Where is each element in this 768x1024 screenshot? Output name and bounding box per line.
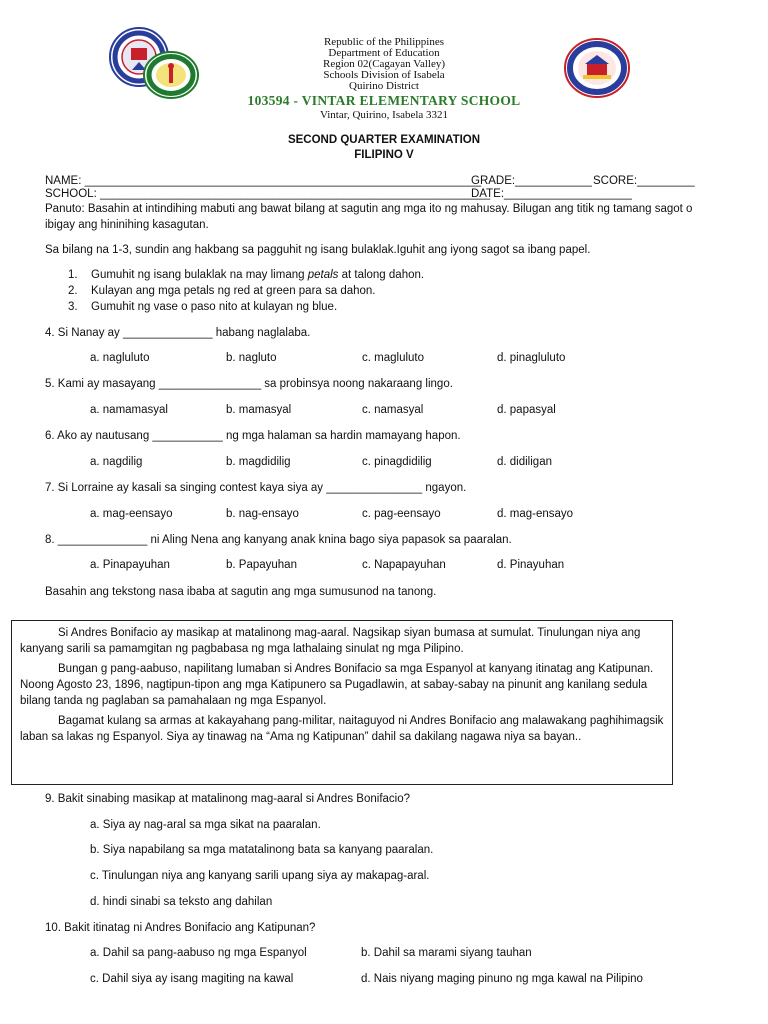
choice-4c[interactable]: c. magluluto xyxy=(362,352,425,364)
question-9: 9. Bakit sinabing masikap at matalinong mag-aaral si Andres Bonifacio? xyxy=(45,793,411,805)
choice-6c[interactable]: c. pinagdidilig xyxy=(362,456,432,468)
question-5: 5. Kami ay masayang ________________ sa probinsya noong nakaraang lingo. xyxy=(45,378,453,390)
exam-title: SECOND QUARTER EXAMINATION xyxy=(287,134,481,146)
header-line: Schools Division of Isabela xyxy=(323,69,445,81)
choice-9a[interactable]: a. Siya ay nag-aral sa mga sikat na paaralan. xyxy=(90,819,321,831)
date-field[interactable]: DATE:____________________ xyxy=(471,188,632,200)
question-4: 4. Si Nanay ay ______________ habang naglalaba. xyxy=(45,327,311,339)
drawing-step xyxy=(68,285,376,297)
step-text: Kulayan ang mga petals ng red at green para sa dahon. xyxy=(91,285,376,297)
exam-subject: FILIPINO V xyxy=(354,149,414,161)
choice-7a[interactable]: a. mag-eensayo xyxy=(90,508,173,520)
choice-4d[interactable]: d. pinagluluto xyxy=(497,352,566,364)
header-line: Region 02(Cagayan Valley) xyxy=(323,58,445,70)
reading-passage xyxy=(11,620,673,785)
question-6: 6. Ako ay nautusang ___________ ng mga halaman sa hardin mamayang hapon. xyxy=(45,430,461,442)
letterhead xyxy=(0,37,768,121)
question-10: 10. Bakit itinatag ni Andres Bonifacio ang Katipunan? xyxy=(45,922,316,934)
choice-6d[interactable]: d. didiligan xyxy=(497,456,552,468)
choice-10d[interactable]: d. Nais niyang maging pinuno ng mga kawal na Pilipino xyxy=(361,973,643,985)
choice-5a[interactable]: a. namamasyal xyxy=(90,404,168,416)
step-text-italic: petals xyxy=(307,269,339,281)
choice-8b[interactable]: b. Papayuhan xyxy=(226,559,297,571)
step-text: Gumuhit ng isang bulaklak na may limang xyxy=(91,269,308,281)
step-number: 1. xyxy=(68,269,78,281)
step-number: 3. xyxy=(68,301,78,313)
reading-instruction: Basahin ang tekstong nasa ibaba at sagutin ang mga sumusunod na tanong. xyxy=(45,586,437,598)
school-name: 103594 - VINTAR ELEMENTARY SCHOOL xyxy=(247,93,521,108)
name-field[interactable]: NAME: ______________________________________________________________ xyxy=(45,175,482,187)
choice-4b[interactable]: b. nagluto xyxy=(226,352,277,364)
header-line: Republic of the Philippines xyxy=(323,36,445,48)
passage-paragraph: Si Andres Bonifacio ay masikap at matalinong mag-aaral. Nagsikap siyan bumasa at sumulat. Tinulungan niya ang kanyang sarili sa pamamgitan ng pagbabasa ng mga lathalaing sinulat ng mga Pilipino. xyxy=(20,627,641,655)
choice-10b[interactable]: b. Dahil sa marami siyang tauhan xyxy=(361,947,532,959)
choice-8d[interactable]: d. Pinayuhan xyxy=(497,559,565,571)
choice-9c[interactable]: c. Tinulungan niya ang kanyang sarili upang siya ay makapag-aral. xyxy=(90,870,430,882)
instructions: Panuto: Basahin at intindihing mabuti ang bawat bilang at sagutin ang mga ito ng mahusay. Bilugan ang titik ng tamang sagot o ibigay ang hininihing kasagutan. xyxy=(45,203,693,231)
choice-9b[interactable]: b. Siya napabilang sa mga matatalinong bata sa kanyang paaralan. xyxy=(90,844,434,856)
choice-5c[interactable]: c. namasyal xyxy=(362,404,424,416)
choice-10c[interactable]: c. Dahil siya ay isang magiting na kawal xyxy=(90,973,294,985)
score-field[interactable]: SCORE:_________ xyxy=(593,175,695,187)
choice-7b[interactable]: b. nag-ensayo xyxy=(226,508,299,520)
drawing-step xyxy=(68,269,424,281)
passage-paragraph: Bungan g pang-aabuso, napilitang lumaban si Andres Bonifacio sa mga Espanyol at kanyang itinatag ang Katipunan. Noong Agosto 23, 1896, nagtipun-tipon ang mga Katipunero sa Pugadlawin, at sabay-sabay na pinunit ang kanilang sedula bilang tanda ng paglaban sa pamahalaan ng mga Espanyol. xyxy=(20,663,654,707)
choice-5b[interactable]: b. mamasyal xyxy=(226,404,292,416)
step-text: Gumuhit ng vase o paso nito at kulayan ng blue. xyxy=(91,301,338,313)
drawing-step xyxy=(68,301,337,313)
question-7: 7. Si Lorraine ay kasali sa singing contest kaya siya ay _______________ ngayon. xyxy=(45,482,467,494)
drawing-intro: Sa bilang na 1-3, sundin ang hakbang sa pagguhit ng isang bulaklak.Iguhit ang iyong sagot sa ibang papel. xyxy=(45,244,591,256)
grade-field[interactable]: GRADE:____________ xyxy=(471,175,592,187)
header-line: Department of Education xyxy=(328,47,440,59)
choice-8c[interactable]: c. Napapayuhan xyxy=(362,559,446,571)
choice-4a[interactable]: a. nagluluto xyxy=(90,352,150,364)
choice-10a[interactable]: a. Dahil sa pang-aabuso ng mga Espanyol xyxy=(90,947,307,959)
school-address: Vintar, Quirino, Isabela 3321 xyxy=(319,109,449,121)
choice-6b[interactable]: b. magdidilig xyxy=(226,456,291,468)
choice-5d[interactable]: d. papasyal xyxy=(497,404,556,416)
step-number: 2. xyxy=(68,285,78,297)
choice-8a[interactable]: a. Pinapayuhan xyxy=(90,559,170,571)
choice-7d[interactable]: d. mag-ensayo xyxy=(497,508,574,520)
choice-7c[interactable]: c. pag-eensayo xyxy=(362,508,441,520)
passage-paragraph: Bagamat kulang sa armas at kakayahang pang-militar, naitaguyod ni Andres Bonifacio ang malawakang paghihimagsik laban sa lakas ng Espanyol. Siya ay tinawag na “Ama ng Katipunan” dahil sa dakilang nagawa niya sa bayan.. xyxy=(20,715,664,743)
header-line: Quirino District xyxy=(349,80,419,92)
choice-6a[interactable]: a. nagdilig xyxy=(90,456,143,468)
question-8: 8. ______________ ni Aling Nena ang kanyang anak knina bago siya papasok sa paaralan. xyxy=(45,534,512,546)
step-text: at talong dahon. xyxy=(338,269,425,281)
choice-9d[interactable]: d. hindi sinabi sa teksto ang dahilan xyxy=(90,896,273,908)
school-field[interactable]: SCHOOL: _____________________________________________________________ xyxy=(45,188,491,200)
